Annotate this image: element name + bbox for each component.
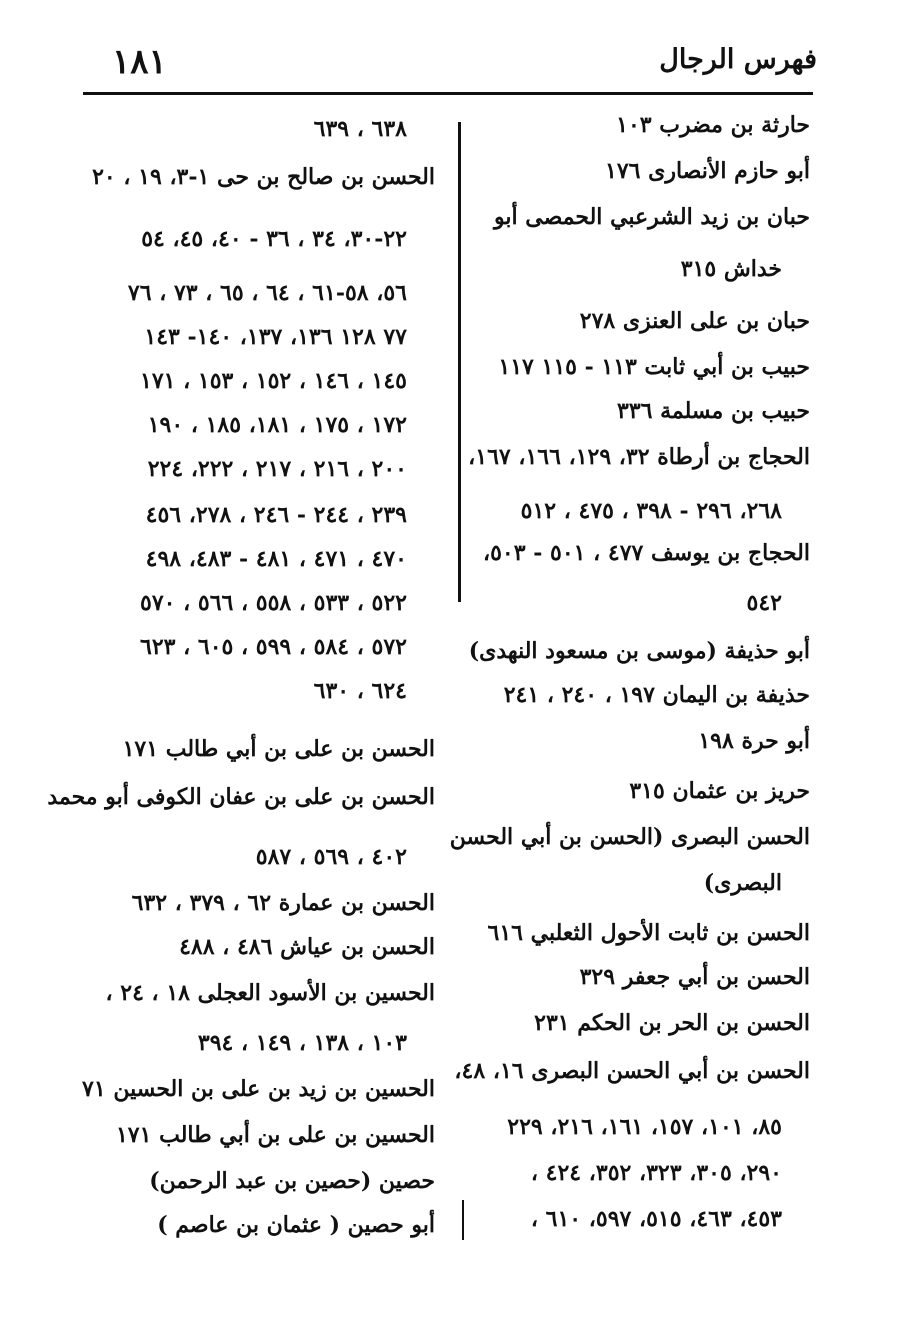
index-entry: حارثة بن مضرب ١٠٣ <box>616 112 810 138</box>
index-entry-continuation: ١٧٢ ، ١٧٥ ، ١٨١، ١٨٥ ، ١٩٠ <box>147 412 407 438</box>
index-entry: الحسين بن زيد بن على بن الحسين ٧١ <box>82 1076 435 1102</box>
index-entry-continuation: ٤٧٠ ، ٤٧١ ، ٤٨١ - ٤٨٣، ٤٩٨ <box>145 546 407 572</box>
index-entry-continuation: ٧٧ ١٢٨ ١٣٦، ١٣٧، ١٤٠- ١٤٣ <box>144 324 407 350</box>
index-entry-continuation: ٥٧٢ ، ٥٨٤ ، ٥٩٩ ، ٦٠٥ ، ٦٢٣ <box>140 634 407 660</box>
index-entry-continuation: ٤٥٣، ٤٦٣، ٥١٥، ٥٩٧، ٦١٠ ، <box>530 1206 782 1232</box>
index-entry: أبو حرة ١٩٨ <box>698 728 810 754</box>
index-entry: الحسن البصرى (الحسن بن أبي الحسن <box>449 824 810 850</box>
index-entry-continuation: ٦٣٨ ، ٦٣٩ <box>313 116 407 142</box>
index-entry: الحسن بن أبي جعفر ٣٢٩ <box>579 964 810 990</box>
index-entry-continuation: ٤٠٢ ، ٥٦٩ ، ٥٨٧ <box>255 844 407 870</box>
index-entry: أبو حازم الأنصارى ١٧٦ <box>605 158 810 184</box>
index-entry-continuation: ٥٦، ٥٨-٦١ ، ٦٤ ، ٦٥ ، ٧٣ ، ٧٦ <box>127 280 407 306</box>
index-entry: الحسن بن أبي الحسن البصرى ١٦، ٤٨، <box>454 1058 810 1084</box>
index-entry-continuation: ١٤٥ ، ١٤٦ ، ١٥٢ ، ١٥٣ ، ١٧١ <box>140 368 407 394</box>
index-entry: أبو حصين ( عثمان بن عاصم ) <box>157 1212 435 1238</box>
index-entry: الحجاج بن أرطاة ٣٢، ١٢٩، ١٦٦، ١٦٧، <box>468 444 810 470</box>
index-entry-continuation: ٢٣٩ ، ٢٤٤ - ٢٤٦ ، ٢٧٨، ٤٥٦ <box>145 502 407 528</box>
index-entry: أبو حذيفة (موسى بن مسعود النهدى) <box>468 638 810 664</box>
index-entry-continuation: ٢٠٠ ، ٢١٦ ، ٢١٧ ، ٢٢٢، ٢٢٤ <box>147 456 407 482</box>
column-divider <box>458 122 461 602</box>
index-entry-continuation: خداش ٣١٥ <box>680 256 782 282</box>
index-entry-continuation: ٦٢٤ ، ٦٣٠ <box>313 678 407 704</box>
index-entry-continuation: البصرى) <box>703 870 782 896</box>
header-rule <box>83 92 813 95</box>
index-entry: الحسن بن عياش ٤٨٦ ، ٤٨٨ <box>179 934 435 960</box>
index-entry: الحسن بن عمارة ٦٢ ، ٣٧٩ ، ٦٣٢ <box>131 890 435 916</box>
index-entry: الحجاج بن يوسف ٤٧٧ ، ٥٠١ - ٥٠٣، <box>482 540 810 566</box>
running-header-title: فهرس الرجال <box>659 44 817 75</box>
index-entry: حبان بن زيد الشرعبي الحمصى أبو <box>494 204 810 230</box>
index-entry: الحسن بن على بن عفان الكوفى أبو محمد <box>47 784 435 810</box>
index-entry: حبيب بن أبي ثابت ١١٣ - ١١٥ ١١٧ <box>498 354 810 380</box>
index-entry-continuation: ٥٢٢ ، ٥٣٣ ، ٥٥٨ ، ٥٦٦ ، ٥٧٠ <box>140 590 407 616</box>
index-entry-continuation: ٢٦٨، ٢٩٦ - ٣٩٨ ، ٤٧٥ ، ٥١٢ <box>520 498 782 524</box>
index-entry: الحسن بن صالح بن حى ١-٣، ١٩ ، ٢٠ <box>92 164 435 190</box>
index-entry-continuation: ٥٤٢ <box>746 590 782 616</box>
index-entry: حبان بن على العنزى ٢٧٨ <box>579 308 810 334</box>
index-entry-continuation: ٢٩٠، ٣٠٥، ٣٢٣، ٣٥٢، ٤٢٤ ، <box>530 1160 782 1186</box>
index-entry: الحسين بن على بن أبي طالب ١٧١ <box>115 1122 435 1148</box>
index-entry-continuation: ٢٢-٣٠، ٣٤ ، ٣٦ - ٤٠، ٤٥، ٥٤ <box>141 226 407 252</box>
index-entry: حريز بن عثمان ٣١٥ <box>629 778 810 804</box>
index-entry: حصين (حصين بن عبد الرحمن) <box>149 1168 435 1194</box>
index-entry-continuation: ٨٥، ١٠١، ١٥٧، ١٦١، ٢١٦، ٢٢٩ <box>507 1114 782 1140</box>
index-entry: حذيفة بن اليمان ١٩٧ ، ٢٤٠ ، ٢٤١ <box>503 682 810 708</box>
column-divider-lower <box>462 1200 464 1240</box>
index-entry: الحسن بن الحر بن الحكم ٢٣١ <box>534 1010 810 1036</box>
index-entry: الحسن بن على بن أبي طالب ١٧١ <box>122 736 435 762</box>
index-entry: الحسين بن الأسود العجلى ١٨ ، ٢٤ ، <box>105 980 435 1006</box>
index-entry-continuation: ١٠٣ ، ١٣٨ ، ١٤٩ ، ٣٩٤ <box>197 1030 407 1056</box>
index-entry: الحسن بن ثابت الأحول الثعلبي ٦١٦ <box>487 920 810 946</box>
page-number: ١٨١ <box>112 42 167 82</box>
index-entry: حبيب بن مسلمة ٣٣٦ <box>617 398 810 424</box>
